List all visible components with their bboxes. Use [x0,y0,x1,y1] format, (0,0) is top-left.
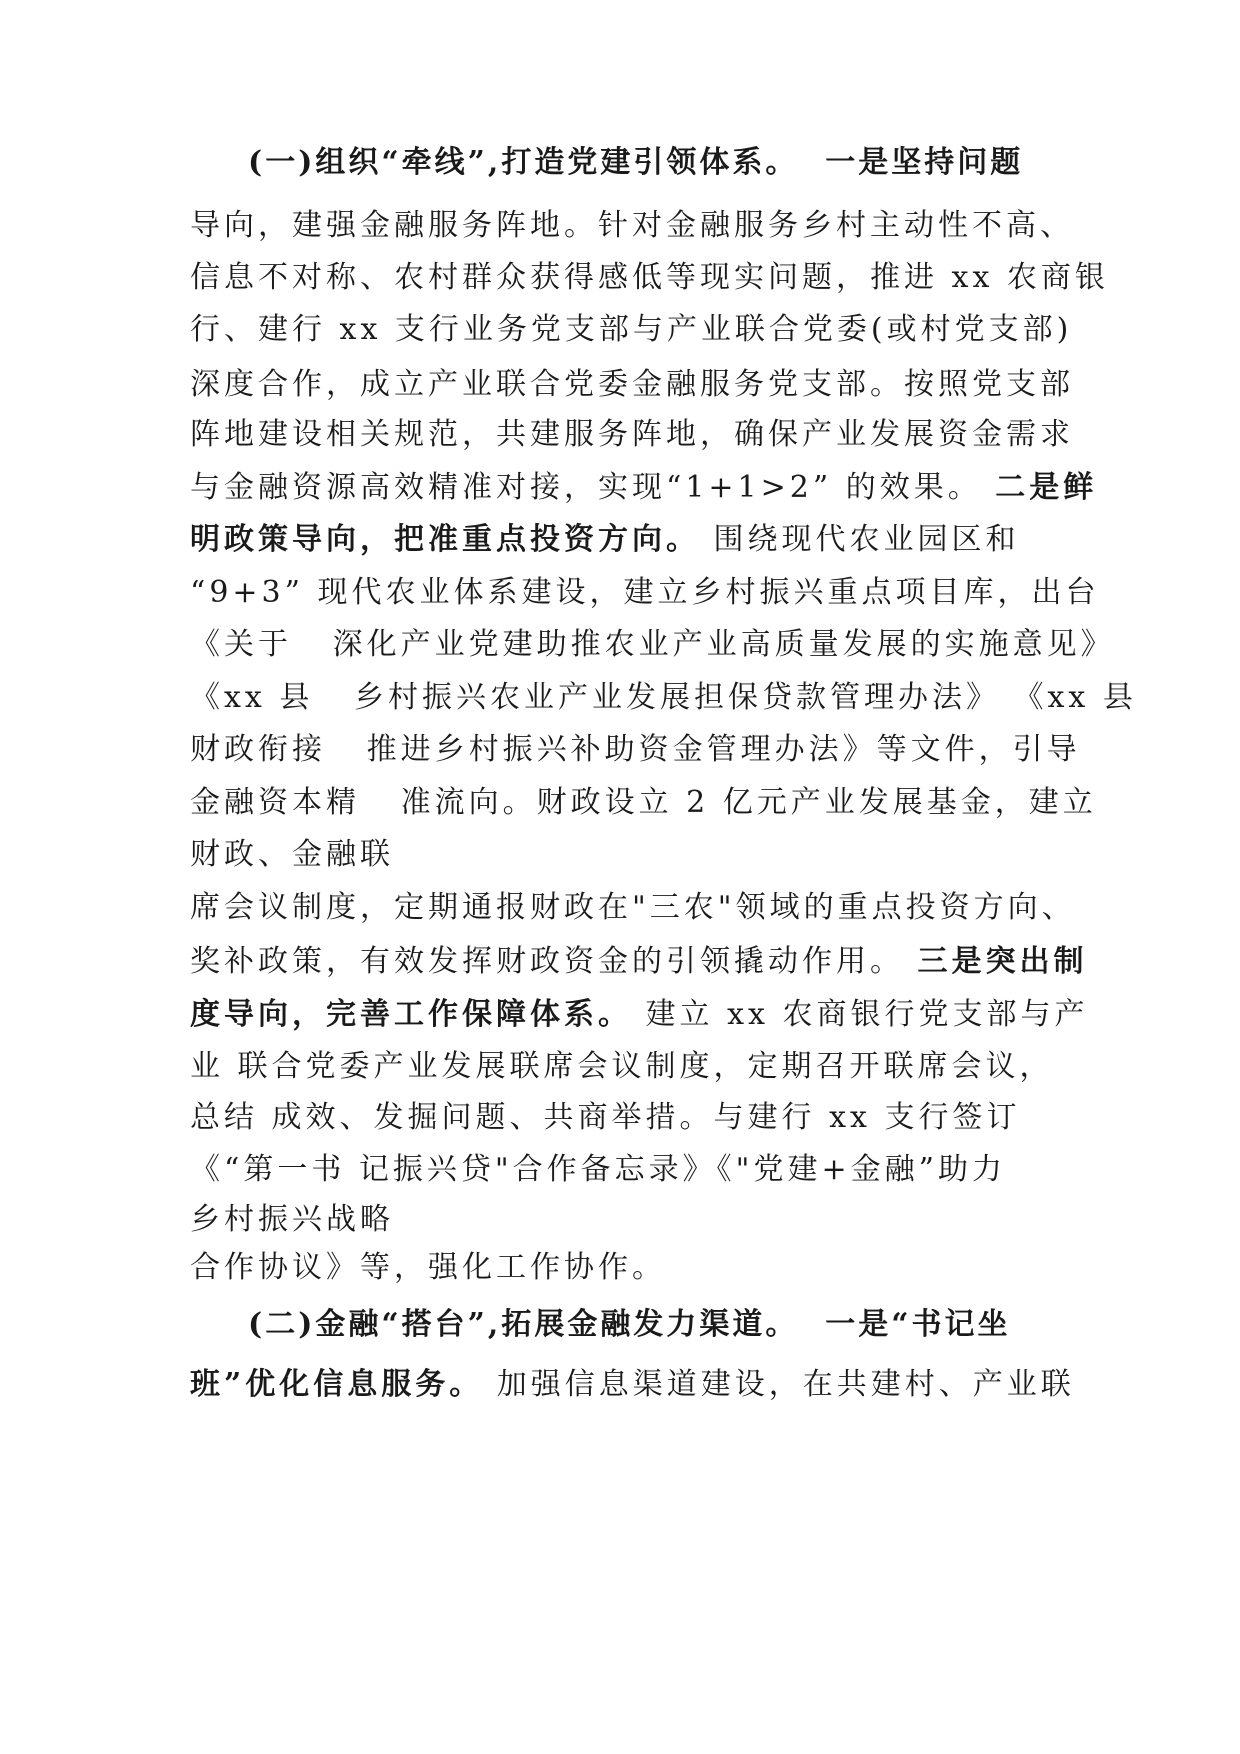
text-run: 《关于 深化产业党建助推农业产业高质量发展的实施意见》 [190,627,1115,662]
paragraph-line [190,520,1020,560]
paragraph-line [190,206,1074,246]
paragraph-line [190,310,1072,350]
text-run: 金融资本精 准流向。财政设立 2 亿元产业发展基金，建立 [190,785,1097,820]
paragraph-line [190,1150,1006,1190]
paragraph-line [190,888,1076,928]
text-run-bold: 三是突出制 [917,944,1088,979]
paragraph-line [190,415,1074,455]
text-run: 合作协议》等，强化工作协作。 [190,1250,666,1285]
text-run: 深度合作，成立产业联合党委金融服务党支部。按照党支部 [190,367,1074,402]
paragraph-line [190,1047,1054,1087]
paragraph-line [190,1365,1075,1405]
text-run: 建立 xx 农商银行党支部与产 [632,997,1089,1032]
paragraph-line [190,258,1109,298]
paragraph-line [190,1200,394,1240]
paragraph-line [190,365,1074,405]
paragraph-line [190,835,394,875]
text-run-bold: 二是鲜 [995,470,1098,505]
text-run: 席会议制度，定期通报财政在"三农"领域的重点投资方向、 [190,890,1076,925]
text-run: 与金融资源高效精准对接，实现“1+1>2” 的效果。 [190,470,996,505]
paragraph-line [190,730,1081,770]
text-run: 针对金融服务乡村主动性不高、 [598,208,1074,243]
text-run: 《xx 县 乡村振兴农业产业发展担保贷款管理办法》 《xx 县 [190,680,1137,715]
text-run: “9+3” 现代农业体系建设，建立乡村振兴重点项目库，出台 [190,575,1100,610]
section-heading-1 [248,143,1023,183]
paragraph-line [190,995,1088,1035]
text-run-bold: 班”优化信息服务。 [190,1367,484,1402]
text-run: 信息不对称、农村群众获得感低等现实问题，推进 xx 农商银 [190,260,1109,295]
paragraph-line [190,573,1100,613]
text-run: 《“第一书 记振兴贷"合作备忘录》《"党建+金融”助力 [190,1152,1006,1187]
text-run-bold: 度导向，完善工作保障体系。 [190,997,632,1032]
section-heading-2 [248,1305,1011,1345]
text-run-bold: 明政策导向，把准重点投资方向。 [190,522,700,557]
text-run: 乡村振兴战略 [190,1202,394,1237]
text-run: 导向，建强金融服务阵地。 [190,208,598,243]
text-run: 行、建行 xx 支行业务党支部与产业联合党委(或村党支部) [190,312,1073,347]
text-run: (二)金融“搭台”,拓展金融发力渠道。 一是“书记坐 [248,1307,1011,1342]
paragraph-line [190,678,1137,718]
paragraph-line [190,625,1115,665]
text-run: 阵地建设相关规范，共建服务阵地，确保产业发展资金需求 [190,417,1074,452]
text-run: 财政衔接 推进乡村振兴补助资金管理办法》等文件，引导 [190,732,1081,767]
text-run: (一)组织“牵线”,打造党建引领体系。 一是坚持问题 [248,145,1024,180]
paragraph-line [190,783,1097,823]
paragraph-line [190,1248,666,1288]
text-run: 加强信息渠道建设，在共建村、产业联 [483,1367,1075,1402]
paragraph-line [190,468,1097,508]
text-run: 奖补政策，有效发挥财政资金的引领撬动作用。 [190,944,918,979]
paragraph-line [190,942,1088,982]
text-run: 总结 成效、发掘问题、共商举措。与建行 xx 支行签订 [190,1100,1021,1135]
text-run: 围绕现代农业园区和 [700,522,1020,557]
text-run: 业 联合党委产业发展联席会议制度，定期召开联席会议， [190,1049,1054,1084]
text-run: 财政、金融联 [190,837,394,872]
paragraph-line [190,1098,1020,1138]
